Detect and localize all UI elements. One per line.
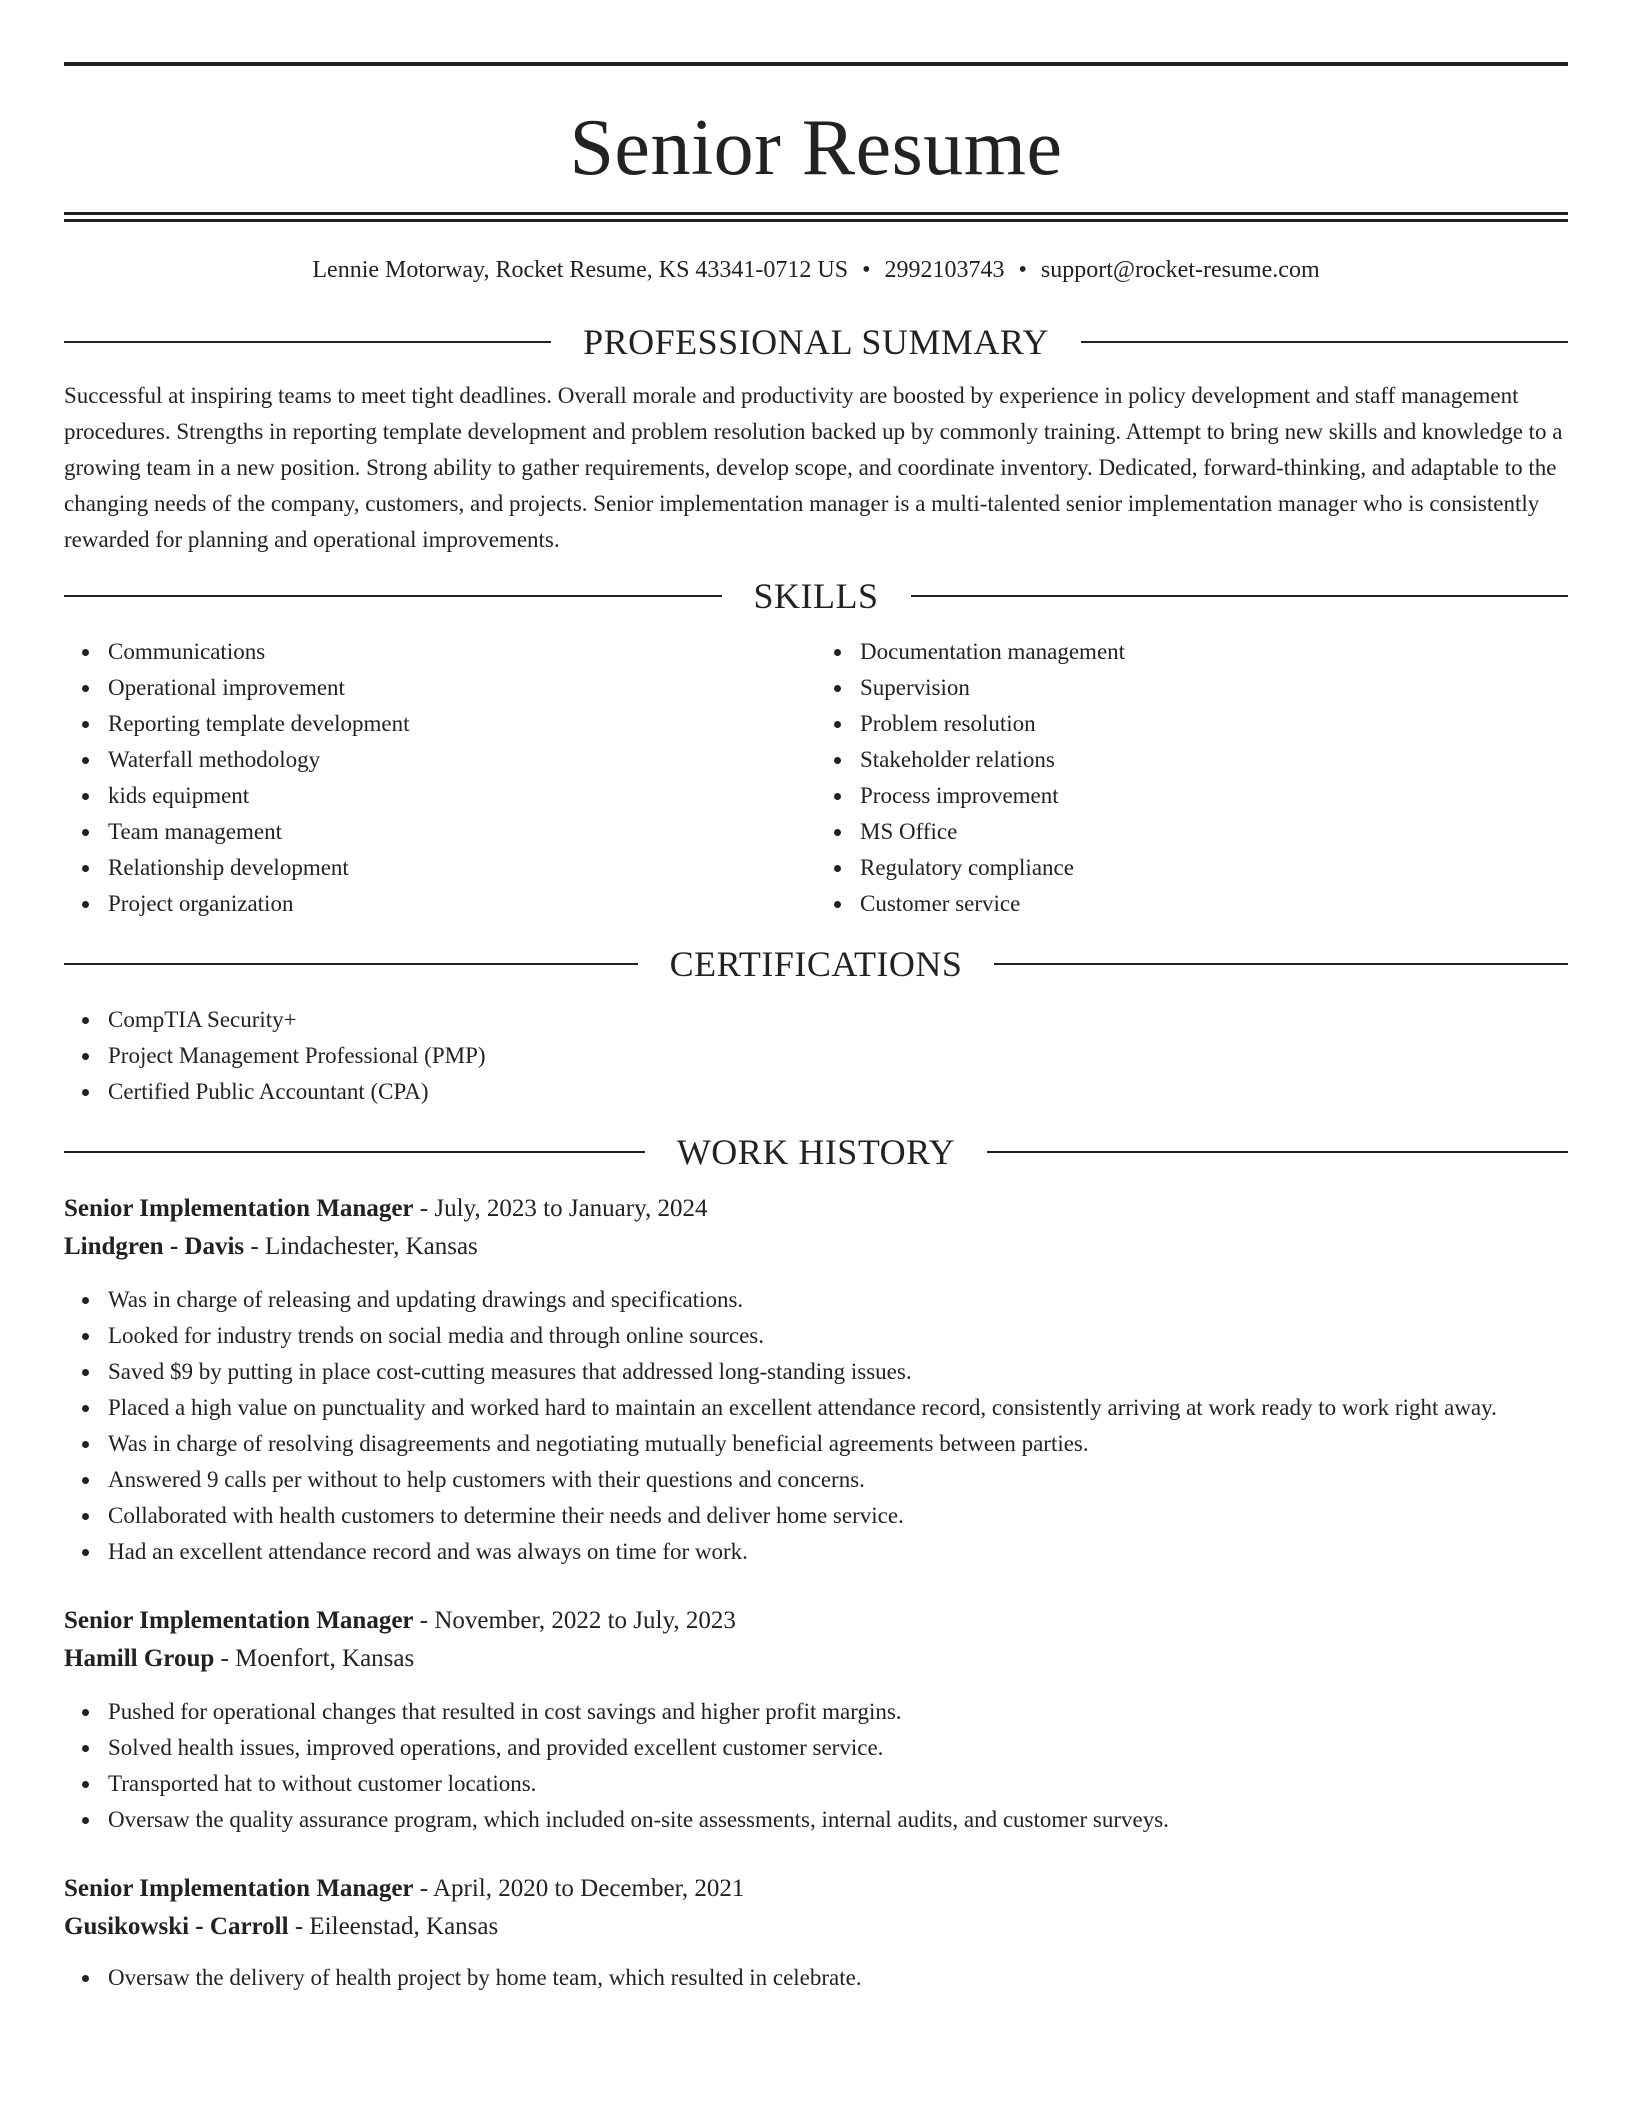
- job-title-line: [64, 1602, 1568, 1640]
- heading-label: WORK HISTORY: [676, 1132, 956, 1172]
- heading-rule: [64, 595, 722, 597]
- contact-separator: •: [1018, 257, 1027, 283]
- job-dates: - November, 2022 to July, 2023: [413, 1607, 736, 1634]
- heading-label: CERTIFICATIONS: [669, 944, 963, 984]
- skill-item: Process improvement: [860, 778, 1568, 814]
- resume-page: [64, 0, 1568, 1996]
- job-title: Senior Implementation Manager: [64, 1195, 414, 1222]
- section-heading-work-history: [64, 1130, 1568, 1174]
- skill-item: Problem resolution: [860, 706, 1568, 742]
- job-bullet: Collaborated with health customers to determine their needs and deliver home service.: [108, 1498, 1568, 1534]
- heading-label: SKILLS: [753, 576, 879, 616]
- skill-item: Operational improvement: [108, 670, 816, 706]
- heading-rule: [911, 595, 1569, 597]
- job-bullet: Transported hat to without customer locations.: [108, 1766, 1568, 1802]
- job-bullet: Solved health issues, improved operations, and provided excellent customer service.: [108, 1730, 1568, 1766]
- skill-item: Customer service: [860, 886, 1568, 922]
- skill-item: Communications: [108, 634, 816, 670]
- job-title-line: [64, 1870, 1568, 1908]
- job-location: - Lindachester, Kansas: [244, 1233, 478, 1260]
- heading-rule: [64, 341, 551, 343]
- job-title-line: [64, 1190, 1568, 1228]
- skill-item: Reporting template development: [108, 706, 816, 742]
- section-heading-certifications: [64, 942, 1568, 986]
- job-company: Lindgren - Davis: [64, 1233, 245, 1260]
- skill-item: Documentation management: [860, 634, 1568, 670]
- heading-label: PROFESSIONAL SUMMARY: [583, 322, 1049, 362]
- skill-item: Relationship development: [108, 850, 816, 886]
- section-heading-skills: [64, 574, 1568, 618]
- skill-item: Team management: [108, 814, 816, 850]
- certification-item: CompTIA Security+: [108, 1002, 1568, 1038]
- skills-list-right: [816, 634, 1568, 922]
- job-company: Hamill Group: [64, 1645, 215, 1672]
- job-bullet: Was in charge of releasing and updating drawings and specifications.: [108, 1282, 1568, 1318]
- contact-line: [64, 254, 1568, 286]
- skill-item: Project organization: [108, 886, 816, 922]
- contact-separator: •: [862, 257, 871, 283]
- heading-rule: [1081, 341, 1568, 343]
- skill-item: Supervision: [860, 670, 1568, 706]
- skill-item: Regulatory compliance: [860, 850, 1568, 886]
- job-title: Senior Implementation Manager: [64, 1607, 414, 1634]
- certification-item: Certified Public Accountant (CPA): [108, 1074, 1568, 1110]
- name-double-rule: [64, 212, 1568, 222]
- job-bullet: Pushed for operational changes that resulted in cost savings and higher profit margins.: [108, 1694, 1568, 1730]
- job-company: Gusikowski - Carroll: [64, 1913, 289, 1940]
- resume-name: Senior Resume: [569, 104, 1063, 192]
- job-dates: - April, 2020 to December, 2021: [413, 1875, 745, 1902]
- job-bullet: Saved $9 by putting in place cost-cutting measures that addressed long-standing issues.: [108, 1354, 1568, 1390]
- contact-email[interactable]: support@rocket-resume.com: [1040, 257, 1320, 283]
- contact-phone: 2992103743: [884, 257, 1005, 283]
- skills-list-left: [64, 634, 816, 922]
- job-bullets: [64, 1960, 1568, 1996]
- heading-rule: [987, 1151, 1568, 1153]
- job-dates: - July, 2023 to January, 2024: [413, 1195, 708, 1222]
- heading-rule: [64, 963, 638, 965]
- skill-item: MS Office: [860, 814, 1568, 850]
- top-rule: [64, 62, 1568, 66]
- job-location: - Moenfort, Kansas: [214, 1645, 415, 1672]
- job-entry: [64, 1602, 1568, 1838]
- section-heading-summary: [64, 320, 1568, 364]
- skills-columns: [64, 634, 1568, 922]
- summary-text: Successful at inspiring teams to meet tight deadlines. Overall morale and productivity are boosted by experience in policy development and staff management procedures. Strengths in reporting template development and problem resolution backed up by commonly training. Attempt to bring new skills and knowledge to a growing team in a new position. Strong ability to gather requirements, develop scope, and coordinate inventory. Dedicated, forward-thinking, and adaptable to the changing needs of the company, customers, and projects. Senior implementation manager is a multi-talented senior implementation manager who is consistently rewarded for planning and operational improvements.: [64, 383, 1563, 552]
- job-company-line: [64, 1228, 1568, 1266]
- job-location: - Eileenstad, Kansas: [288, 1913, 499, 1940]
- heading-rule: [64, 1151, 645, 1153]
- job-company-line: [64, 1640, 1568, 1678]
- job-title: Senior Implementation Manager: [64, 1875, 414, 1902]
- job-entry: [64, 1870, 1568, 1996]
- contact-address: Lennie Motorway, Rocket Resume, KS 43341-0712 US: [312, 257, 849, 283]
- job-bullet: Had an excellent attendance record and was always on time for work.: [108, 1534, 1568, 1570]
- skill-item: kids equipment: [108, 778, 816, 814]
- certifications-list: [64, 1002, 1568, 1110]
- job-bullet: Oversaw the quality assurance program, which included on-site assessments, internal audits, and customer surveys.: [108, 1802, 1568, 1838]
- job-bullets: [64, 1694, 1568, 1838]
- job-company-line: [64, 1908, 1568, 1946]
- skill-item: Waterfall methodology: [108, 742, 816, 778]
- job-bullet: Looked for industry trends on social media and through online sources.: [108, 1318, 1568, 1354]
- heading-rule: [994, 963, 1568, 965]
- job-bullet: Was in charge of resolving disagreements and negotiating mutually beneficial agreements between parties.: [108, 1426, 1568, 1462]
- job-entry: [64, 1190, 1568, 1570]
- skill-item: Stakeholder relations: [860, 742, 1568, 778]
- job-bullets: [64, 1282, 1568, 1570]
- job-bullet: Placed a high value on punctuality and worked hard to maintain an excellent attendance record, consistently arriving at work ready to work right away.: [108, 1390, 1568, 1426]
- job-bullet: Answered 9 calls per without to help customers with their questions and concerns.: [108, 1462, 1568, 1498]
- job-bullet: Oversaw the delivery of health project by home team, which resulted in celebrate.: [108, 1960, 1568, 1996]
- certification-item: Project Management Professional (PMP): [108, 1038, 1568, 1074]
